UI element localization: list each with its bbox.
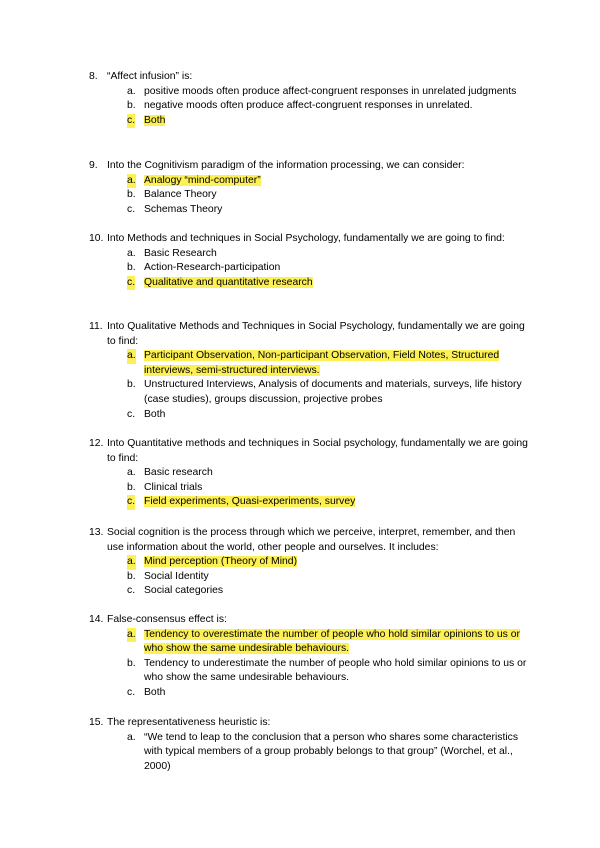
option-label: a.: [127, 555, 136, 570]
option-label: a.: [127, 467, 136, 479]
option-c: [127, 203, 529, 218]
option-list: [127, 349, 529, 422]
option-b: [127, 481, 529, 496]
option-text: “We tend to leap to the conclusion that a person who shares some characteristics with typical members of a group probably belongs to that group” (Worchel, et al., 2000): [144, 731, 519, 772]
option-text-highlighted: Tendency to overestimate the number of people who hold similar opinions to us or who show the same undesirable behaviours.: [144, 628, 521, 655]
question-text: Into the Cognitivism paradigm of the information processing, we can consider:: [107, 160, 465, 171]
option-text: Social categories: [144, 585, 224, 597]
option-b: [127, 378, 529, 407]
option-text-highlighted: Mind perception (Theory of Mind): [144, 556, 298, 568]
option-text-highlighted: Both: [144, 114, 166, 126]
option-list: [127, 174, 529, 218]
option-b: [127, 261, 529, 276]
option-text-highlighted: Analogy “mind-computer”: [144, 174, 261, 186]
question-stem: [89, 526, 529, 555]
option-label: b.: [127, 379, 136, 391]
option-a: [127, 349, 529, 378]
question-stem: [89, 70, 529, 85]
option-label: b.: [127, 189, 136, 201]
question-number: 12.: [89, 438, 104, 449]
question-text: “Affect infusion” is:: [107, 71, 193, 82]
option-text: Both: [144, 408, 166, 420]
option-label: c.: [127, 114, 135, 129]
question-12: [89, 437, 529, 510]
question-10: [89, 232, 529, 290]
option-text: Unstructured Interviews, Analysis of documents and materials, surveys, life history (case studies), groups discussion, projective probes: [144, 379, 522, 405]
option-c: [127, 495, 529, 510]
question-11: [89, 320, 529, 422]
option-label: b.: [127, 481, 136, 493]
option-text-highlighted: Field experiments, Quasi-experiments, survey: [144, 496, 356, 508]
question-text: Into Methods and techniques in Social Psychology, fundamentally we are going to find:: [107, 233, 505, 244]
option-list: [127, 85, 529, 129]
option-list: [127, 247, 529, 291]
option-text-highlighted: Qualitative and quantitative research: [144, 276, 313, 288]
option-text: negative moods often produce affect-congruent responses in unrelated.: [144, 100, 473, 112]
option-label: a.: [127, 628, 136, 643]
option-text: Tendency to underestimate the number of people who hold similar opinions to us or who show the same undesirable behaviours.: [144, 657, 527, 684]
question-number: 14.: [89, 614, 104, 625]
option-label: a.: [127, 349, 136, 364]
question-stem: [89, 613, 529, 628]
question-number: 13.: [89, 527, 104, 538]
option-text: positive moods often produce affect-congruent responses in unrelated judgments: [144, 85, 517, 97]
option-list: [127, 628, 529, 701]
option-label: c.: [127, 276, 135, 291]
option-text: Balance Theory: [144, 189, 217, 201]
question-stem: [89, 232, 529, 247]
option-text: Clinical trials: [144, 481, 203, 493]
question-stem: [89, 716, 529, 731]
option-c: [127, 408, 529, 423]
question-number: 8.: [89, 71, 98, 82]
option-label: b.: [127, 262, 136, 274]
option-list: [127, 466, 529, 510]
option-label: a.: [127, 731, 136, 743]
option-label: c.: [127, 585, 136, 597]
option-text: Basic research: [144, 467, 213, 479]
option-label: a.: [127, 85, 136, 97]
option-c: [127, 114, 529, 129]
option-a: [127, 174, 529, 189]
option-b: [127, 570, 529, 585]
option-text: Schemas Theory: [144, 203, 223, 215]
option-b: [127, 99, 529, 114]
option-text: Action-Research-participation: [144, 262, 281, 274]
option-a: [127, 555, 529, 570]
option-a: [127, 628, 529, 657]
option-c: [127, 686, 529, 701]
option-label: a.: [127, 247, 136, 259]
option-b: [127, 188, 529, 203]
question-number: 11.: [89, 321, 103, 332]
question-stem: [89, 320, 529, 349]
option-label: c.: [127, 203, 136, 215]
option-list: [127, 731, 529, 775]
question-number: 9.: [89, 160, 98, 171]
question-text: Social cognition is the process through which we perceive, interpret, remember, and then use information about the world, other people and ourselves. It includes:: [107, 527, 516, 553]
question-14: [89, 613, 529, 701]
option-c: [127, 276, 529, 291]
question-13: [89, 526, 529, 599]
option-a: [127, 466, 529, 481]
question-number: 10.: [89, 233, 104, 244]
option-a: [127, 247, 529, 262]
option-label: a.: [127, 174, 136, 189]
question-text: Into Quantitative methods and techniques in Social psychology, fundamentally we are going to find:: [107, 438, 528, 464]
question-15: [89, 716, 529, 774]
option-label: b.: [127, 100, 136, 112]
option-label: b.: [127, 570, 136, 582]
question-9: [89, 159, 529, 217]
option-label: b.: [127, 657, 136, 669]
question-stem: [89, 159, 529, 174]
option-list: [127, 555, 529, 599]
question-text: False-consensus effect is:: [107, 614, 227, 625]
option-text-highlighted: Participant Observation, Non-participant Observation, Field Notes, Structured interviews, semi-structured interviews.: [144, 350, 500, 376]
option-b: [127, 657, 529, 686]
option-a: [127, 731, 529, 775]
option-label: c.: [127, 408, 136, 420]
question-number: 15.: [89, 717, 104, 728]
question-text: Into Qualitative Methods and Techniques in Social Psychology, fundamentally we are going to find:: [107, 321, 525, 347]
option-a: [127, 85, 529, 100]
option-label: c.: [127, 495, 135, 510]
option-c: [127, 584, 529, 599]
question-text: The representativeness heuristic is:: [107, 717, 271, 728]
option-label: c.: [127, 686, 136, 698]
question-8: [89, 70, 529, 128]
question-stem: [89, 437, 529, 466]
option-text: Social Identity: [144, 570, 209, 582]
option-text: Basic Research: [144, 247, 217, 259]
option-text: Both: [144, 686, 166, 698]
